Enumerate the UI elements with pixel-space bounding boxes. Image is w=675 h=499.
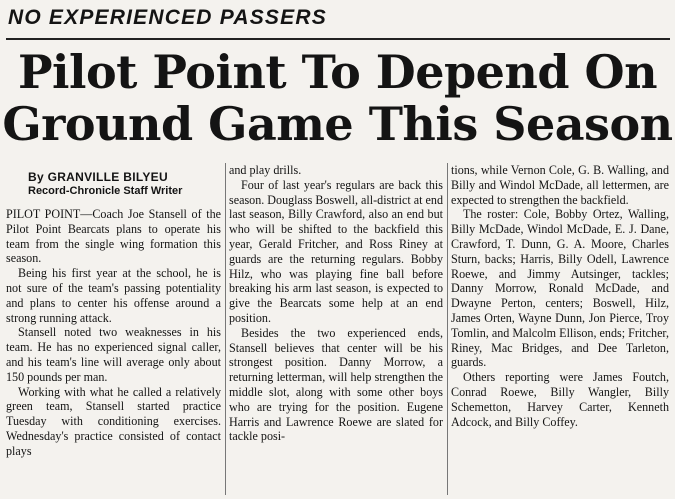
paragraph: The roster: Cole, Bobby Ortez, Walling, Billy McDade, Windol McDade, E. J. Dane, Crawford, T. Dunn, G. A. Moore, Charles Sturn, backs; Harris, Billy Odell, Lawrence Roewe, and Jimmy Autsinger, tackles; Danny Morrow, Ronald McDade, and Dwayne Perton, centers; Boswell, Hilz, James Orten, Wayne Dunn, Jon Pierce, Troy Tomlin, and Malcolm Ellison, ends; Fritcher, Riney, Mac Bridges, and Dee Tarleton, guards. [451, 207, 669, 370]
byline-organization: Record-Chronicle Staff Writer [28, 185, 183, 197]
article-column-1 [6, 207, 221, 459]
headline-line-2: Ground Game This Season [2, 97, 673, 151]
kicker-headline: NO EXPERIENCED PASSERS [8, 6, 327, 29]
column-divider [447, 163, 448, 495]
article-column-3 [451, 163, 669, 429]
byline-author: By GRANVILLE BILYEU [28, 170, 168, 184]
paragraph: Working with what he called a relatively green team, Stansell started practice Tuesday with conditioning exercises. Wednesday's practice consisted of contact plays [6, 384, 221, 458]
paragraph: and play drills. [229, 163, 302, 177]
paragraph: tions, while Vernon Cole, G. B. Walling, and Billy and Windol McDade, all lettermen, are expected to strengthen the backfield. [451, 163, 669, 207]
paragraph: Stansell noted two weaknesses in his team. He has no experienced signal caller, and his team's line will average only about 150 pounds per man. [6, 325, 221, 384]
headline-line-1: Pilot Point To Depend On [17, 45, 658, 99]
paragraph: Being his first year at the school, he is not sure of the team's passing potentiality and plans to center his offense around a strong running attack. [6, 266, 221, 325]
headline [0, 46, 675, 150]
article-column-2 [229, 163, 443, 444]
kicker-rule [6, 38, 670, 40]
paragraph: PILOT POINT—Coach Joe Stansell of the Pilot Point Bearcats plans to operate his team from the single wing formation this season. [6, 207, 221, 266]
byline [28, 170, 182, 198]
column-divider [225, 163, 226, 495]
paragraph: Four of last year's regulars are back this season. Douglass Boswell, all-district at end last season, Billy Crawford, also an end but who will be shifted to the backfield this year, Gerald Fritcher, and Ross Riney at guards are the returning regulars. Bobby Hilz, who was playing fine ball before breaking his arm last season, is expected to give the Bearcats some help at an end position. [229, 177, 443, 325]
paragraph: Others reporting were James Foutch, Conrad Roewe, Billy Wangler, Billy Schemetton, Harvey Carter, Kenneth Adcock, and Billy Coffey. [451, 370, 669, 429]
paragraph: Besides the two experienced ends, Stansell believes that center will be his strongest position. Danny Morrow, a returning letterman, will help strengthen the middle slot, along with some other boys who are trying for the position. Eugene Harris and Lawrence Roewe are slated for tackle posi- [229, 325, 443, 444]
